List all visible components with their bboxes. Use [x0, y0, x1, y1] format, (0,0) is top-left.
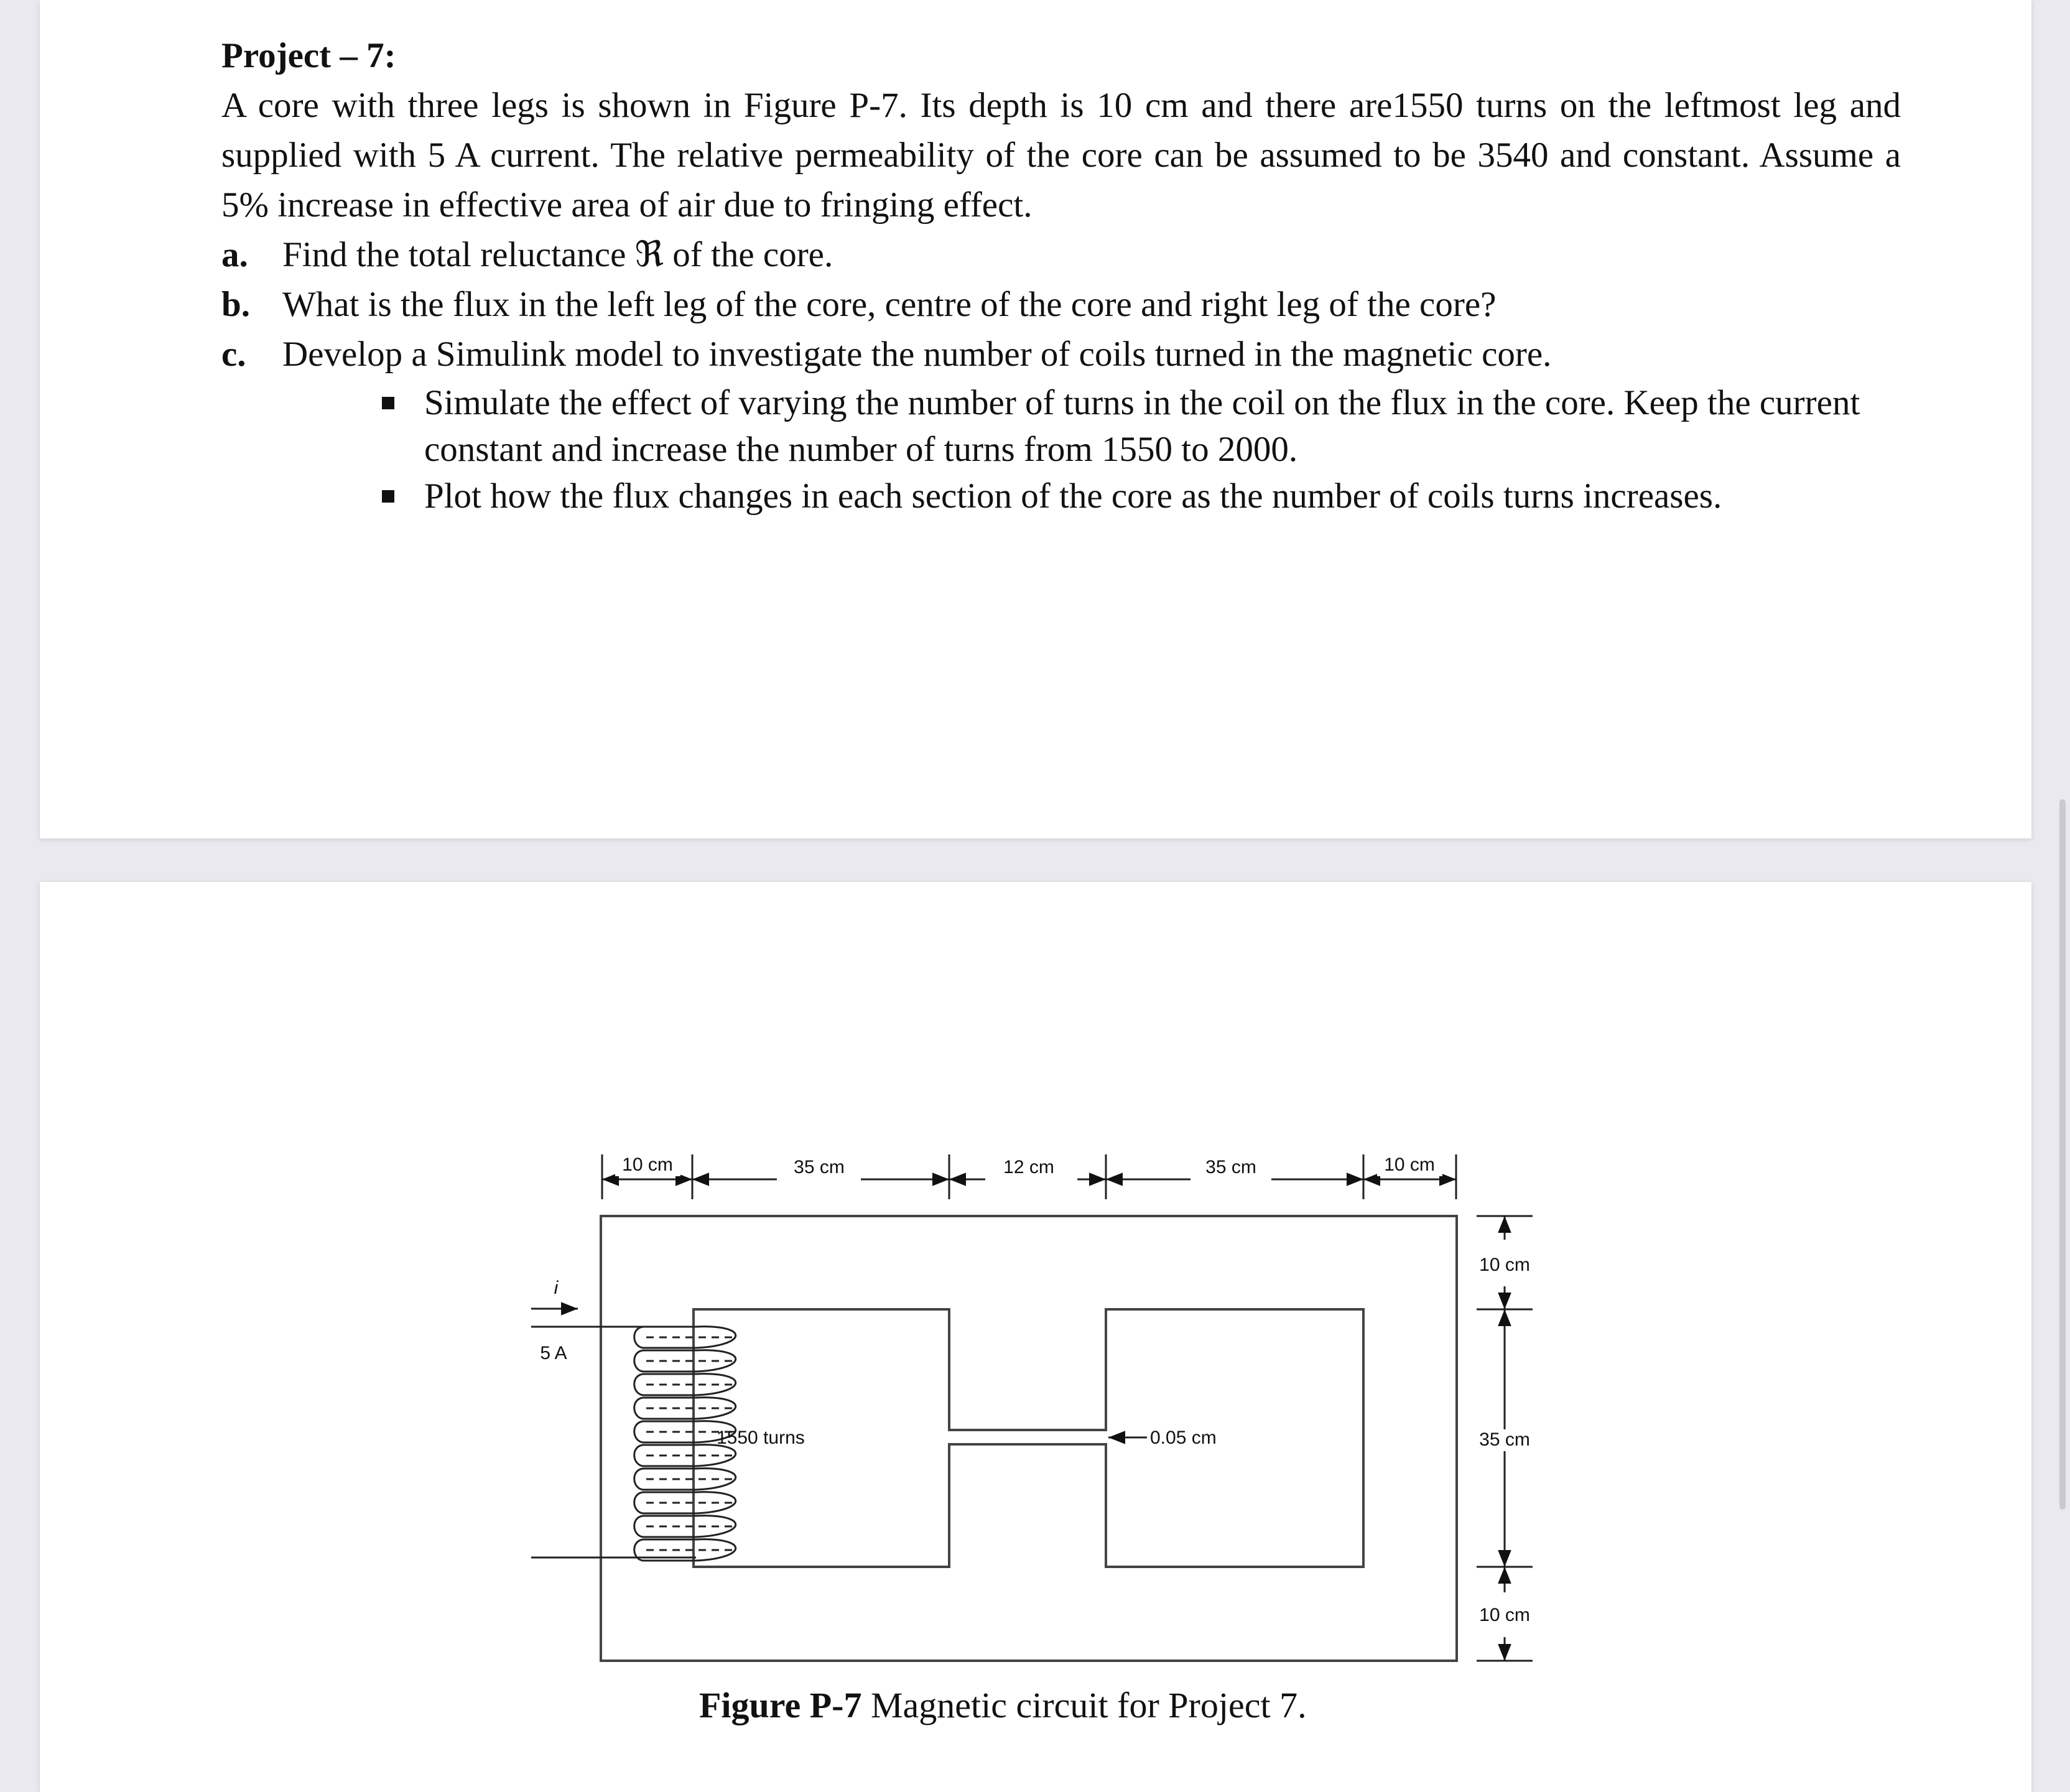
current-symbol: i: [554, 1278, 559, 1298]
dim-left-window-width: 35 cm: [794, 1157, 845, 1177]
bullet-text: Simulate the effect of varying the number of turns in the coil on the flux in the core. Keep the current constant and increase the number of turns from 1550 to 2000.: [424, 383, 1860, 469]
dim-center-leg-width: 12 cm: [1003, 1157, 1054, 1177]
bullet-square-icon: [382, 397, 394, 409]
question-c-label: c.: [221, 335, 246, 374]
figure-caption-number: Figure P-7: [699, 1685, 862, 1725]
magnetic-circuit-diagram: [40, 882, 2031, 1792]
current-value: 5 A: [540, 1343, 567, 1363]
scrollbar-thumb[interactable]: [2059, 799, 2066, 1510]
question-a-label: a.: [221, 235, 248, 274]
bullet-text: Plot how the flux changes in each section of the core as the number of coils turns increases.: [424, 476, 1722, 516]
question-a: [221, 230, 1901, 280]
bullet-item: [382, 473, 1901, 519]
dim-right-window-width: 35 cm: [1205, 1157, 1256, 1177]
question-b: [221, 280, 1901, 330]
dim-right-leg-width: 10 cm: [1384, 1154, 1435, 1175]
air-gap-label: 0.05 cm: [1150, 1428, 1217, 1448]
bullet-square-icon: [382, 490, 394, 503]
question-b-label: b.: [221, 285, 250, 324]
dim-top-yoke-height: 10 cm: [1479, 1255, 1530, 1275]
dim-bottom-yoke-height: 10 cm: [1479, 1605, 1530, 1625]
turns-label: 1550 turns: [717, 1428, 805, 1448]
dim-left-leg-width: 10 cm: [622, 1154, 673, 1175]
figure-caption: [699, 1684, 1307, 1726]
document-page-1: [40, 0, 2031, 838]
bullet-item: [382, 379, 1901, 473]
question-a-text: Find the total reluctance ℜ of the core.: [282, 235, 833, 274]
problem-text: [221, 31, 1901, 519]
question-c: [221, 330, 1901, 379]
question-b-text: What is the flux in the left leg of the core, centre of the core and right leg of the core?: [282, 285, 1497, 324]
document-page-2: [40, 882, 2031, 1792]
problem-paragraph: A core with three legs is shown in Figure P-7. Its depth is 10 cm and there are1550 turns on the leftmost leg and supplied with 5 A current. The relative permeability of the core can be assumed to be 3540 and constant. Assume a 5% increase in effective area of air due to fringing effect.: [221, 86, 1901, 225]
figure-caption-text: Magnetic circuit for Project 7.: [861, 1685, 1307, 1725]
dim-window-height: 35 cm: [1479, 1429, 1530, 1450]
project-heading: Project – 7:: [221, 36, 396, 75]
question-c-text: Develop a Simulink model to investigate the number of coils turned in the magnetic core.: [282, 335, 1552, 374]
